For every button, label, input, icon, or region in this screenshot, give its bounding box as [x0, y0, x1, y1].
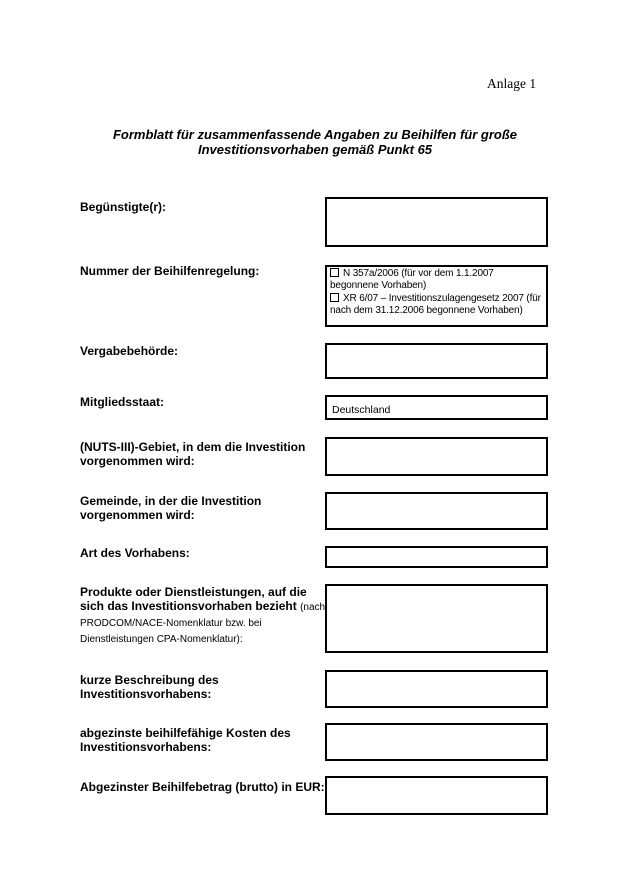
form-title-line-1: Formblatt für zusammenfassende Angaben zu Beihilfen für große	[112, 127, 517, 142]
option-xr-6-07-label: XR 6/07 – Investitionszulagengesetz 2007 (für nach dem 31.12.2006 begonnene Vorhaben)	[330, 292, 541, 317]
field-box-art-des-vorhabens[interactable]	[325, 546, 548, 568]
field-label-kurzbeschreibung: kurze Beschreibung des Investitionsvorhabens:	[80, 673, 219, 701]
field-label-beguenstigte: Begünstigte(r):	[80, 200, 166, 214]
field-box-produkte-dienstleistungen[interactable]	[325, 584, 548, 653]
field-label-beihilfefaehige-kosten: abgezinste beihilfefähige Kosten des Investitionsvorhabens:	[80, 726, 291, 754]
field-label-produkte-dienstleistungen	[80, 585, 328, 647]
option-xr-6-07	[330, 293, 543, 318]
field-box-beihilfefaehige-kosten[interactable]	[325, 723, 548, 761]
produkte-label-bold: Produkte oder Dienstleistungen, auf die sich das Investitionsvorhaben bezieht	[80, 585, 307, 613]
field-box-vergabebehoerde[interactable]	[325, 343, 548, 379]
field-label-art-des-vorhabens: Art des Vorhabens:	[80, 546, 190, 560]
checkbox-n357a-2006[interactable]	[330, 268, 339, 277]
field-box-kurzbeschreibung[interactable]	[325, 670, 548, 708]
field-label-beihilfebetrag: Abgezinster Beihilfebetrag (brutto) in EUR:	[80, 780, 325, 794]
field-label-mitgliedsstaat: Mitgliedsstaat:	[80, 395, 165, 409]
field-label-vergabebehoerde: Vergabebehörde:	[80, 344, 179, 358]
field-box-mitgliedsstaat[interactable]	[325, 395, 548, 420]
field-box-beguenstigte[interactable]	[325, 197, 548, 247]
form-title	[65, 127, 565, 157]
checkbox-xr-6-07[interactable]	[330, 293, 339, 302]
field-label-gemeinde: Gemeinde, in der die Investition vorgenommen wird:	[80, 494, 262, 522]
mitgliedsstaat-value: Deutschland	[332, 404, 391, 416]
option-n357a-2006	[330, 268, 543, 293]
beihilfenregelung-options	[327, 267, 546, 319]
field-box-gemeinde[interactable]	[325, 492, 548, 530]
field-label-beihilfenregelung: Nummer der Beihilfenregelung:	[80, 264, 260, 278]
annotation-anlage: Anlage 1	[487, 76, 537, 91]
form-title-line-2: Investitionsvorhaben gemäß Punkt 65	[197, 142, 433, 157]
option-n357a-2006-label: N 357a/2006 (für vor dem 1.1.2007 begonnene Vorhaben)	[330, 268, 494, 292]
field-box-beihilfebetrag[interactable]	[325, 776, 548, 815]
produkte-label-note: (nach PRODCOM/NACE-Nomenklatur bzw. bei Dienstleistungen CPA-Nomenklatur):	[80, 602, 326, 645]
field-label-nuts-gebiet: (NUTS-III)-Gebiet, in dem die Investition vorgenommen wird:	[80, 440, 306, 468]
field-box-nuts-gebiet[interactable]	[325, 437, 548, 476]
field-box-beihilfenregelung	[325, 265, 548, 327]
